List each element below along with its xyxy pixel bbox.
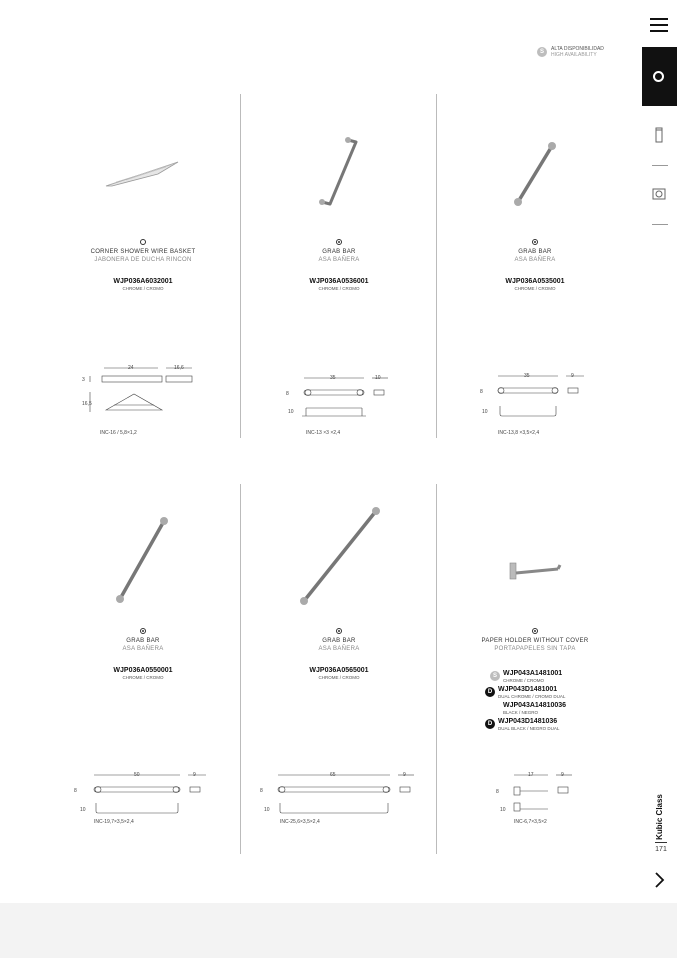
washbasin-icon[interactable] (652, 185, 666, 203)
dim-label: 10 (288, 409, 294, 415)
technical-drawing (46, 362, 240, 442)
column-divider (240, 484, 241, 854)
availability-icon (532, 628, 538, 634)
product-card-grab-bar-65[interactable] (242, 481, 436, 851)
dim-label: 10 (500, 807, 506, 813)
availability-icon (336, 239, 342, 245)
product-name: GRAB BAR (322, 638, 356, 644)
product-card-grab-bar-50[interactable] (46, 481, 240, 851)
variant-finish: BLACK / NEGRO (503, 710, 539, 715)
high-availability-badge: S (537, 47, 547, 57)
grab-bar-image (242, 92, 436, 232)
dim-label: 10 (375, 375, 381, 381)
dim-label: 8 (260, 788, 263, 794)
product-finish: CHROME / CROMO (318, 286, 360, 291)
page-number: 171 (655, 846, 667, 853)
dual-finish-badge: D (485, 719, 495, 729)
paper-holder-image (438, 481, 632, 621)
product-dimensions: INC-6,7×3,5×2 (514, 819, 547, 825)
product-code[interactable]: WJP036A6032001 (113, 278, 173, 285)
shower-icon[interactable] (652, 126, 666, 144)
product-finish: CHROME / CROMO (122, 286, 164, 291)
product-name-es: ASA BAÑERA (318, 646, 360, 652)
product-name-es: PORTAPAPELES SIN TAPA (494, 646, 576, 652)
dim-label: 9 (571, 373, 574, 379)
dim-label: 8 (480, 389, 483, 395)
product-dimensions: INC-13 ×3 ×2,4 (306, 430, 341, 436)
rail-divider (652, 165, 668, 166)
collection-title: Kubic Class (655, 794, 664, 840)
product-finish: CHROME / CROMO (514, 286, 556, 291)
legend-label-en: HIGH AVAILABILITY (551, 52, 597, 58)
product-finish: CHROME / CROMO (122, 675, 164, 680)
ring-icon (653, 71, 664, 82)
availability-icon (140, 239, 146, 245)
dim-label: 65 (330, 772, 336, 778)
dim-label: 10 (264, 807, 270, 813)
product-card-grab-bar-35b[interactable] (438, 92, 632, 462)
dim-label: 17 (528, 772, 534, 778)
footer-band (0, 903, 677, 958)
variant-code[interactable]: WJP043A1481001 (503, 670, 563, 677)
dim-label: 35 (524, 373, 530, 379)
product-name-es: ASA BAÑERA (514, 257, 556, 263)
dual-finish-badge: D (485, 687, 495, 697)
product-name-es: JABONERA DE DUCHA RINCON (94, 257, 192, 263)
variant-code[interactable]: WJP043D1481001 (498, 686, 558, 693)
product-dimensions: INC-13,8 ×3,5×2,4 (498, 430, 540, 436)
technical-drawing (242, 751, 436, 831)
dim-label: 50 (134, 772, 140, 778)
grab-bar-image (438, 92, 632, 232)
rail-divider (652, 224, 668, 225)
variant-row[interactable] (485, 686, 605, 702)
product-code[interactable]: WJP036A0536001 (309, 278, 369, 285)
variant-row[interactable] (490, 670, 610, 686)
variant-code[interactable]: WJP043D1481036 (498, 718, 558, 725)
dim-label: 8 (74, 788, 77, 794)
dim-label: 24 (128, 365, 134, 371)
product-name: GRAB BAR (322, 249, 356, 255)
page-number-divider (655, 842, 667, 843)
availability-legend (537, 46, 627, 60)
column-divider (436, 94, 437, 438)
dim-label: 3 (82, 377, 85, 383)
technical-drawing (46, 751, 240, 831)
product-code[interactable]: WJP036A0550001 (113, 667, 173, 674)
product-card-paper-holder[interactable] (438, 481, 632, 851)
product-dimensions: INC-16 / 5,8×1,2 (100, 430, 137, 436)
rail-tab-accessories[interactable] (642, 47, 677, 106)
corner-basket-image (46, 92, 240, 232)
grab-bar-image (46, 481, 240, 621)
dim-label: 9 (403, 772, 406, 778)
dim-label: 9 (561, 772, 564, 778)
variant-finish: DUAL CHROME / CROMO DUAL (498, 694, 566, 699)
product-name: GRAB BAR (126, 638, 160, 644)
variant-row[interactable] (490, 702, 610, 718)
variant-code[interactable]: WJP043A14810036 (503, 702, 567, 709)
availability-icon (532, 239, 538, 245)
grab-bar-image (242, 481, 436, 621)
variant-row[interactable] (485, 718, 605, 734)
product-name-es: ASA BAÑERA (122, 646, 164, 652)
dim-label: 10 (80, 807, 86, 813)
availability-badge-s: S (490, 671, 500, 681)
dim-label: 8 (286, 391, 289, 397)
product-name: PAPER HOLDER WITHOUT COVER (481, 638, 589, 644)
product-card-grab-bar-35[interactable] (242, 92, 436, 462)
dim-label: 9 (193, 772, 196, 778)
product-finish: CHROME / CROMO (318, 675, 360, 680)
legend-label-es: ALTA DISPONIBILIDAD (551, 46, 604, 52)
product-dimensions: INC-25,6×3,5×2,4 (280, 819, 320, 825)
chevron-right-icon[interactable] (650, 870, 668, 890)
dim-label: 16,6 (174, 365, 184, 371)
variant-finish: CHROME / CROMO (503, 678, 544, 683)
availability-icon (336, 628, 342, 634)
hamburger-menu-icon[interactable] (650, 16, 668, 34)
product-code[interactable]: WJP036A0535001 (505, 278, 565, 285)
column-divider (240, 94, 241, 438)
dim-label: 16,5 (82, 401, 92, 407)
product-dimensions: INC-19,7×3,5×2,4 (94, 819, 134, 825)
variant-finish: DUAL BLACK / NEGRO DUAL (498, 726, 560, 731)
dim-label: 8 (496, 789, 499, 795)
product-card-corner-basket[interactable] (46, 92, 240, 462)
product-name-es: ASA BAÑERA (318, 257, 360, 263)
product-code[interactable]: WJP036A0565001 (309, 667, 369, 674)
product-name: GRAB BAR (518, 249, 552, 255)
dim-label: 10 (482, 409, 488, 415)
availability-icon (140, 628, 146, 634)
column-divider (436, 484, 437, 854)
dim-label: 35 (330, 375, 336, 381)
product-name: CORNER SHOWER WIRE BASKET (90, 249, 196, 255)
